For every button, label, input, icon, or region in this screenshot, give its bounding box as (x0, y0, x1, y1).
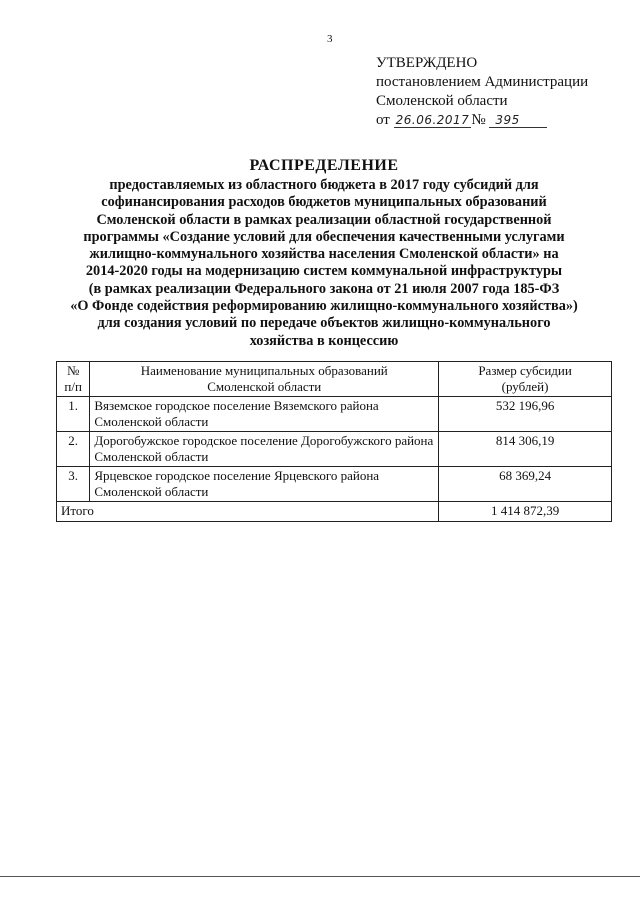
row-municipality (90, 432, 439, 467)
page-number: 3 (327, 33, 333, 45)
row-municipality-line1: Ярцевское городское поселение Ярцевского района (94, 468, 380, 483)
number-prefix: № (471, 112, 486, 128)
header-municipality-line2: Смоленской области (207, 378, 322, 394)
subtitle-line: жилищно-коммунального хозяйства населения Смоленской области» на (89, 246, 559, 263)
handwritten-number: 395 (489, 113, 547, 128)
row-municipality-line1: Вяземское городское поселение Вяземского района (94, 398, 379, 413)
header-municipality (90, 362, 439, 397)
row-municipality-line2: Смоленской области (94, 483, 209, 499)
date-prefix: от (376, 112, 390, 128)
row-municipality-line1: Дорогобужское городское поселение Дорогобужского района (94, 433, 434, 448)
document-title: РАСПРЕДЕЛЕНИЕ (249, 157, 399, 174)
header-amount-line1: Размер субсидии (478, 363, 572, 378)
subtitle-line: хозяйства в концессию (249, 332, 399, 349)
header-number-abbrev: п/п (64, 378, 82, 394)
row-amount: 814 306,19 (439, 432, 612, 467)
header-municipality-line1: Наименование муниципальных образований (140, 363, 388, 378)
table-row (57, 397, 612, 432)
row-municipality (90, 467, 439, 502)
approval-region: Смоленской области (376, 93, 508, 109)
row-amount: 68 369,24 (439, 467, 612, 502)
table-header-row (57, 362, 612, 397)
header-amount (439, 362, 612, 397)
row-municipality (90, 397, 439, 432)
total-label: Итого (57, 502, 439, 522)
subtitle-line: предоставляемых из областного бюджета в 2017 году субсидий для (109, 177, 539, 193)
table-row (57, 432, 612, 467)
subtitle-line: «О Фонде содействия реформированию жилищно-коммунального хозяйства») (70, 298, 578, 315)
subtitle-line: для создания условий по передаче объектов жилищно-коммунального (97, 315, 551, 332)
subtitle-line: 2014-2020 годы на модернизацию систем коммунальной инфраструктуры (85, 263, 563, 280)
header-number-symbol: № (66, 363, 80, 378)
approval-date-line (376, 111, 616, 130)
approval-heading: УТВЕРЖДЕНО (376, 55, 478, 71)
row-number: 3. (57, 467, 90, 502)
total-amount: 1 414 872,39 (439, 502, 612, 522)
row-municipality-line2: Смоленской области (94, 448, 209, 464)
row-number: 2. (57, 432, 90, 467)
subtitle-line: Смоленской области в рамках реализации областной государственной (96, 211, 552, 228)
approval-authority: постановлением Администрации (376, 74, 589, 90)
table-row (57, 467, 612, 502)
row-amount: 532 196,96 (439, 397, 612, 432)
subtitle-line: софинансирования расходов бюджетов муниципальных образований (101, 194, 547, 211)
subtitle-line: программы «Создание условий для обеспечения качественными услугами (83, 228, 565, 245)
row-municipality-line2: Смоленской области (94, 413, 209, 429)
header-amount-line2: (рублей) (501, 378, 549, 394)
approval-stamp (376, 54, 616, 130)
page-bottom-edge (0, 876, 640, 877)
handwritten-date: 26.06.2017 (395, 113, 470, 127)
subsidy-table (56, 361, 612, 522)
table-total-row (57, 502, 612, 522)
document-heading (50, 157, 598, 350)
row-number: 1. (57, 397, 90, 432)
subtitle-line: (в рамках реализации Федерального закона от 21 июля 2007 года 185-ФЗ (88, 280, 560, 297)
header-number (57, 362, 90, 397)
